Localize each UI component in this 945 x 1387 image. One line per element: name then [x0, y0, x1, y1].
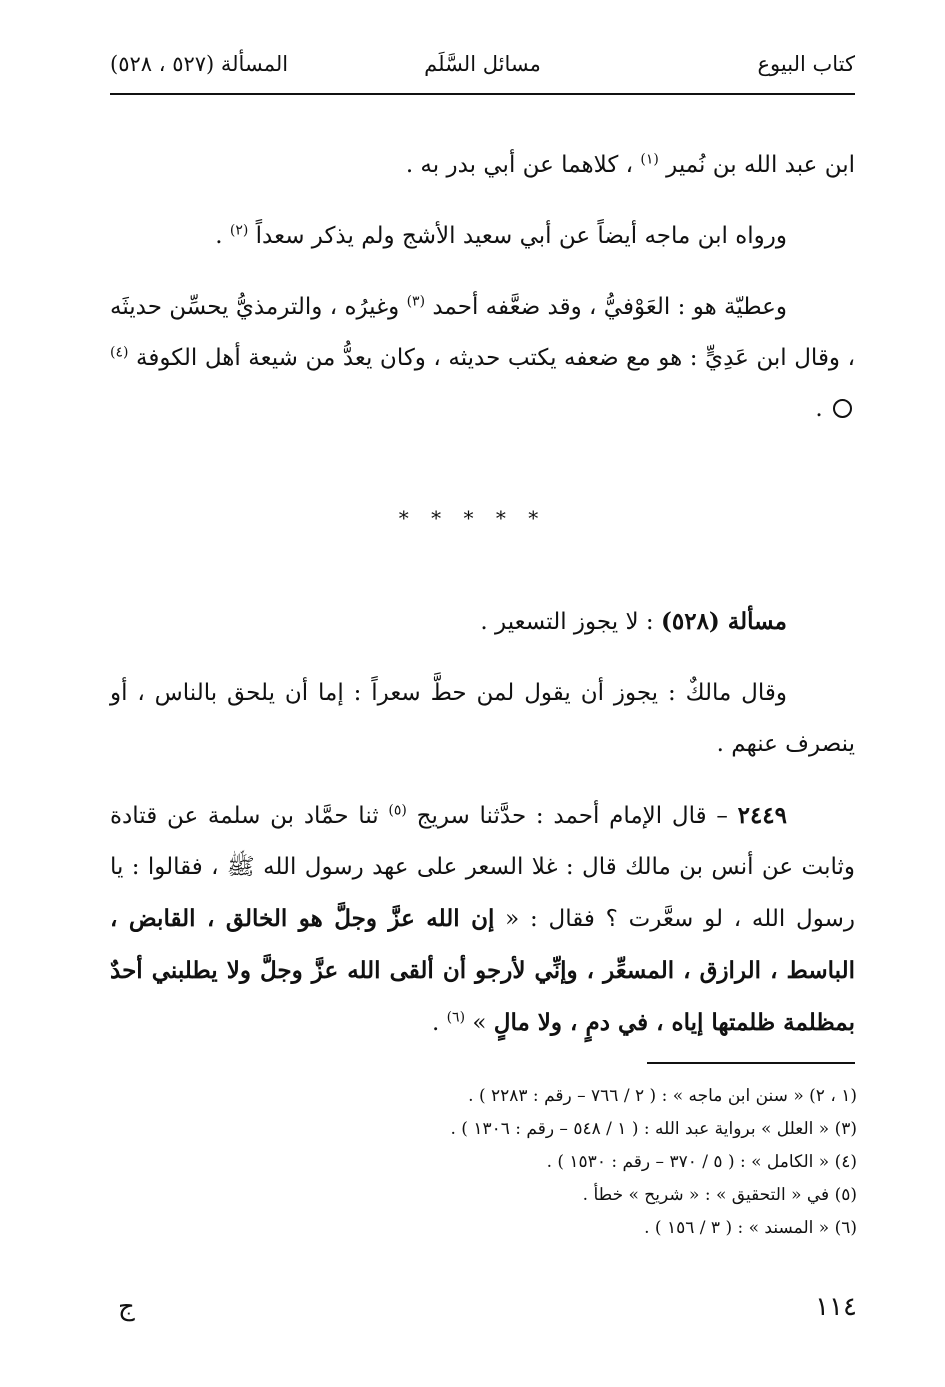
page-number: ١١٤	[815, 1292, 857, 1322]
paragraph-2-text: ورواه ابن ماجه أيضاً عن أبي سعيد الأشج ولم يذكر سعداً	[255, 223, 787, 249]
hadith-number: ٢٤٤٩	[737, 802, 788, 829]
paragraph-3-part-b: وغيرُه ، والترمذيُّ يحسِّن حديثَه ، وقال ابن عَدِيٍّ : هو مع ضعفه يكتب حديثه ، وكان يعدُّ من شيعة أهل الكوفة	[110, 294, 855, 371]
footnote-4: (٤) « الكامل » : ( ٥ / ٣٧٠ – رقم : ١٥٣٠ ) .	[546, 1152, 857, 1172]
paragraph-1	[110, 140, 855, 191]
running-header	[110, 52, 855, 92]
footnote-6: (٦) « المسند » : ( ٣ / ١٥٦ ) .	[644, 1218, 857, 1238]
footnote-divider	[647, 1062, 855, 1064]
hadith-narration: ثنا حمَّاد بن سلمة عن قتادة وثابت عن أنس بن مالك قال : غلا السعر على عهد رسول الله ﷺ ، فقالوا : يا رسول الله ، لو سعَّرت ؟ فقال : «	[110, 803, 856, 932]
issue-text: : لا يجوز التسعير .	[480, 609, 654, 635]
section-separator: * * * * *	[398, 506, 547, 530]
footnote-1: (١ ، ٢) « سنن ابن ماجه » : ( ٢ / ٧٦٦ – رقم : ٢٢٨٣ ) .	[468, 1086, 857, 1106]
issue-section	[110, 596, 855, 1069]
footnotes	[97, 1080, 857, 1245]
footnote-ref-1: (١)	[640, 151, 659, 168]
end-circle-icon	[833, 399, 852, 418]
signature-letter: ج	[118, 1292, 135, 1322]
footnote-ref-6: (٦)	[446, 1009, 466, 1026]
paragraph-2-tail: .	[215, 223, 223, 249]
footnote-ref-2: (٢)	[229, 222, 249, 239]
footnote-5: (٥) في « التحقيق » : « شريح » خطأ .	[582, 1185, 857, 1205]
paragraph-3	[110, 282, 855, 435]
issue-label: مسألة (٥٢٨)	[660, 608, 787, 635]
paragraph-1-text: ابن عبد الله بن نُمير	[666, 152, 855, 178]
hadith-paragraph	[110, 790, 855, 1049]
footnote-3: (٣) « العلل » برواية عبد الله : ( ١ / ٥٤٨ – رقم : ١٣٠٦ ) .	[450, 1119, 857, 1139]
hadith-prophetic-text: إن الله عزَّ وجلَّ هو الخالق ، القابض ، الباسط ، الرازق ، المسعِّر ، وإنِّي لأرجو أن ألقى الله عزَّ وجلَّ ولا يطلبني أحدٌ بمظلمة ظلمتها إياه ، في دمٍ ، ولا مالٍ	[110, 905, 855, 1036]
footnote-ref-4: (٤)	[110, 344, 129, 361]
issue-range: المسألة (٥٢٧ ، ٥٢٨)	[110, 52, 289, 76]
paragraph-2	[110, 211, 855, 262]
header-divider	[110, 93, 855, 95]
paragraph-3-tail: .	[815, 396, 823, 422]
paragraph-1-tail: ، كلاهما عن أبي بدر به .	[405, 152, 634, 178]
paragraph-3-part-a: وعطيّة هو : العَوْفيُّ ، وقد ضعَّفه أحمد	[432, 294, 787, 320]
footnote-ref-3: (٣)	[406, 293, 426, 310]
hadith-tail: .	[431, 1010, 440, 1036]
malik-paragraph: وقال مالكٌ : يجوز أن يقول لمن حطَّ سعراً : إما أن يلحق بالناس ، أو ينصرف عنهم .	[110, 680, 855, 757]
book-title: كتاب البيوع	[757, 52, 855, 76]
footnote-ref-5: (٥)	[388, 802, 407, 819]
hadith-chain: – قال الإمام أحمد : حدَّثنا سريج	[416, 803, 728, 829]
issue-heading	[110, 596, 855, 648]
section-title: مسائل السَّلَم	[424, 52, 541, 76]
hadith-close-quote: »	[472, 1010, 487, 1036]
main-body	[110, 140, 855, 455]
